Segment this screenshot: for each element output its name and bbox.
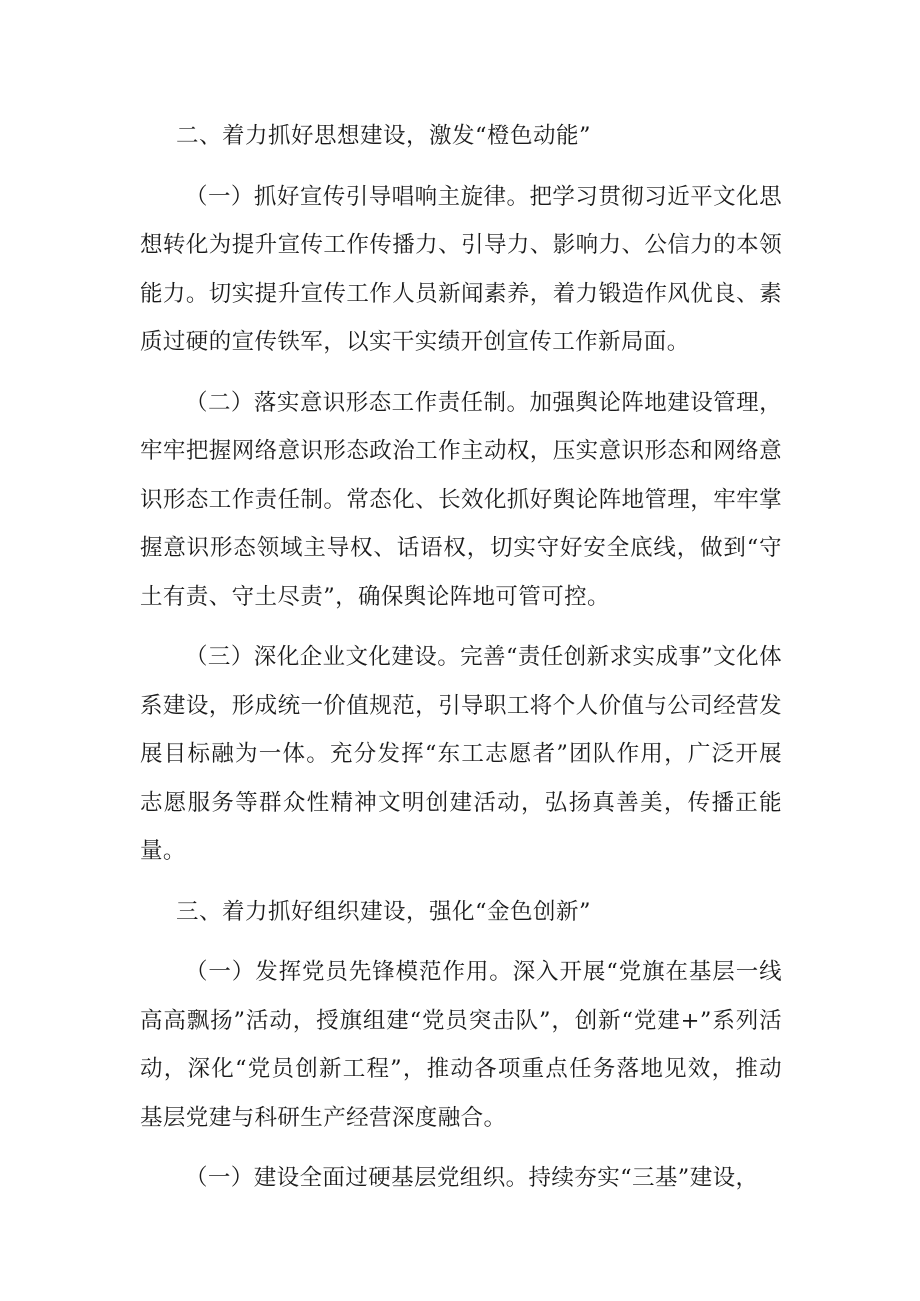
paragraph-3-2: （一）建设全面过硬基层党组织。持续夯实“三基”建设，: [185, 1165, 759, 1191]
section-heading-3: 三、着力抓好组织建设，强化“金色创新”: [176, 898, 592, 925]
section-heading-2: 二、着力抓好思想建设，激发“橙色动能”: [176, 123, 592, 149]
paragraph-2-2: （二）落实意识形态工作责任制。加强舆论阵地建设管理，牢牢把握网络意识形态政治工作主动权，压实意识形态和网络意识形态工作责任制。常态化、长效化抓好舆论阵地管理，牢牢掌握意识形态领域主导权、话语权，切实守好安全底线，做到“守土有责、守土尽责”，确保舆论阵地可管可控。: [140, 389, 782, 610]
paragraph-2-3: （三）深化企业文化建设。完善“责任创新求实成事”文化体系建设，形成统一价值规范，引导职工将个人价值与公司经营发展目标融为一体。充分发挥“东工志愿者”团队作用，广泛开展志愿服务等群众性精神文明创建活动，弘扬真善美，传播正能量。: [140, 644, 782, 864]
paragraph-3-1: （一）发挥党员先锋模范作用。深入开展“党旗在基层一线高高飘扬”活动，授旗组建“党员突击队”，创新“党建+”系列活动，深化“党员创新工程”，推动各项重点任务落地见效，推动基层党建与科研生产经营深度融合。: [140, 959, 782, 1131]
document-body: [140, 112, 782, 1203]
paragraph-2-1: （一）抓好宣传引导唱响主旋律。把学习贯彻习近平文化思想转化为提升宣传工作传播力、引导力、影响力、公信力的本领能力。切实提升宣传工作人员新闻素养，着力锻造作风优良、素质过硬的宣传铁军，以实干实绩开创宣传工作新局面。: [140, 183, 782, 355]
